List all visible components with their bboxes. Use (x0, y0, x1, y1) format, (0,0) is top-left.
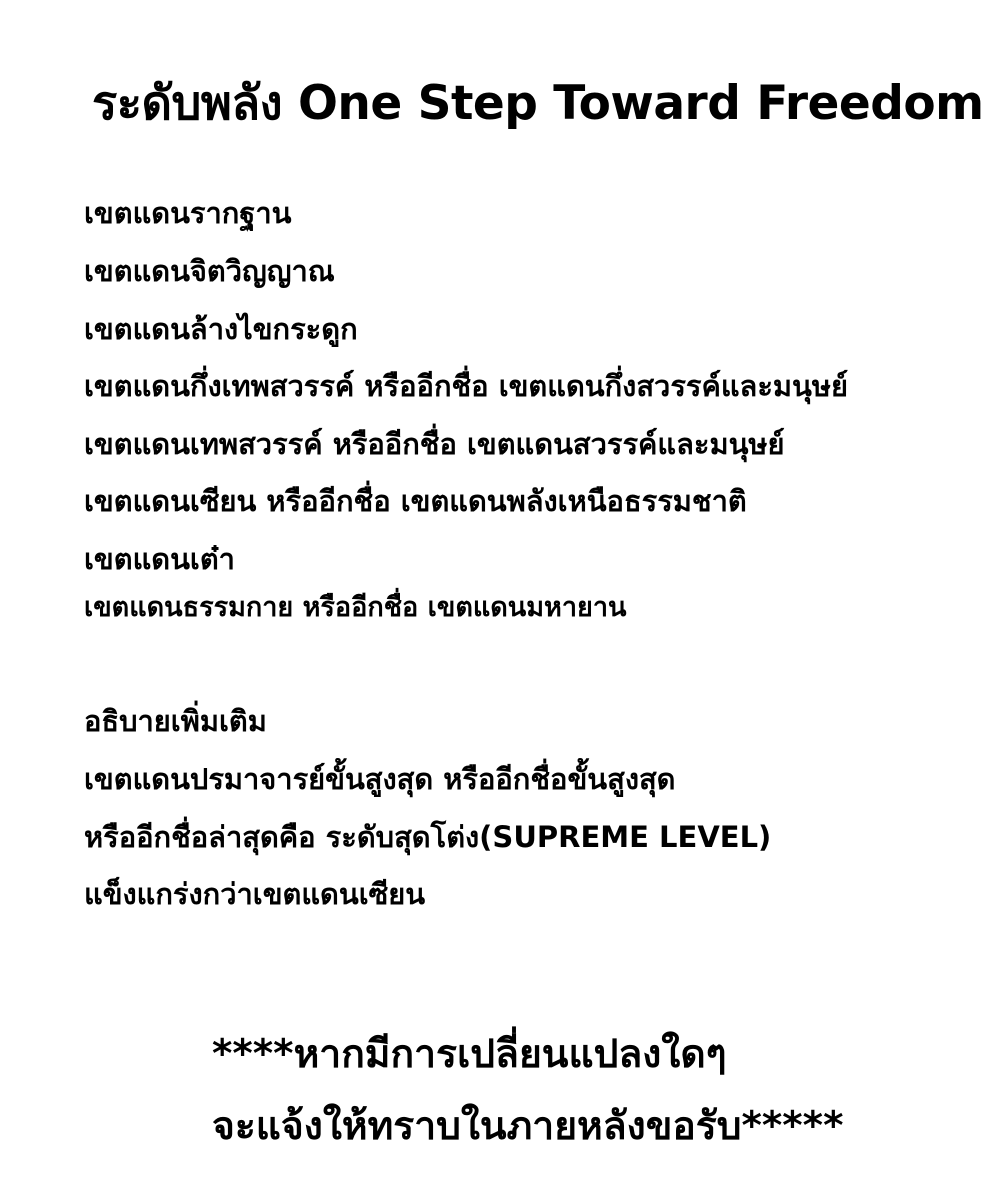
realm-item-spirit: เขตแดนจิตวิญญาณ (84, 254, 335, 288)
notes-line: แข็งแกร่งกว่าเขตแดนเซียน (84, 877, 426, 911)
notes-line: เขตแดนปรมาจารย์ขั้นสูงสุด หรืออีกชื่อขั้นสูงสุด (84, 762, 676, 796)
page-title: ระดับพลัง One Step Toward Freedom (92, 76, 984, 131)
realm-item-dao: เขตแดนเต๋า (84, 542, 235, 576)
realm-item-half-heaven: เขตแดนกึ่งเทพสวรรค์ หรืออีกชื่อ เขตแดนกึ่งสวรรค์และมนุษย์ (84, 369, 848, 403)
footer-line-2: จะแจ้งให้ทราบในภายหลังขอรับ***** (212, 1104, 844, 1149)
notes-heading: อธิบายเพิ่มเติม (84, 704, 267, 738)
realm-item-dharma-body: เขตแดนธรรมกาย หรืออีกชื่อ เขตแดนมหายาน (84, 592, 627, 623)
realm-item-marrow-cleansing: เขตแดนล้างไขกระดูก (84, 312, 358, 346)
realm-item-heaven: เขตแดนเทพสวรรค์ หรืออีกชื่อ เขตแดนสวรรค์และมนุษย์ (84, 427, 785, 461)
realm-item-foundation: เขตแดนรากฐาน (84, 196, 292, 230)
footer-line-1: ****หากมีการเปลี่ยนแปลงใดๆ (212, 1032, 727, 1077)
notes-line: หรืออีกชื่อล่าสุดคือ ระดับสุดโต่ง(SUPREME LEVEL) (84, 820, 772, 854)
realm-item-immortal: เขตแดนเซียน หรืออีกชื่อ เขตแดนพลังเหนือธรรมชาติ (84, 484, 747, 518)
